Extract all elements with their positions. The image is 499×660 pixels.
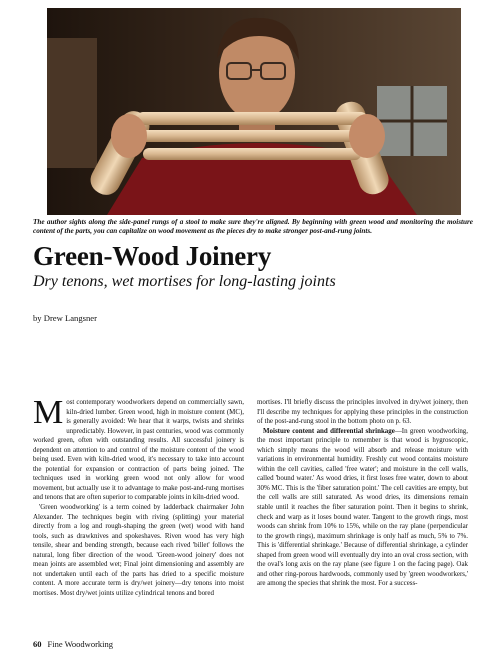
photo-of-woodworker-holding-stool-side-panel [47, 8, 461, 215]
paragraph: 'Green woodworking' is a term coined by ladderback chairmaker John Alexander. The techniques begin with riving (splitting) your material directly from a log and rough-shaping the green (wet) wood with hand tools, such as drawknives and spokeshaves. Riven wood has very high tensile, shear and bending strength, because each rived 'billet' follows the natural, long fiber direction of the wood. 'Green-wood joinery' does not mean joints are assembled wet; Final joint dimensioning and assembly are not undertaken until each of the parts has dried to a specific moisture content. A more accurate term is dry/wet joinery—dry tenons into moist mortises. Most dry/wet joints utilize cylindrical tenons and bored [33, 503, 244, 597]
paragraph-text: —In green woodworking, the most important principle to remember is that wood is hygroscopic, which simply means the wood will absorb and release moisture with variations in environmental humidity. Freshly cut wood contains moisture within the cell cavities, called 'free water'; and moisture in the cell walls, called 'bound water.' As wood dries, it first loses free water, down to about 30% MC. This is the 'fiber saturation point.' The cell cavities are empty, but the cell walls are still saturated. As wood dries, its dimensions remain stable until it reaches the fiber saturation point. Then it begins to shrink, check and warp as it loses bound water. Tangent to the growth rings, most woods can shrink from 10% to 15%, while on the ray plane (perpendicular to the growth rings), maximum shrinkage is only half as much, 5% to 7%. This is 'differential shrinkage.' Because of differential shrinkage, a cylinder shaped from green wood will eventually dry into an oval cross section, with the oval's long axis on the ray plane (see figure 1 on the facing page). Oak and other ring-porous hardwoods, commonly used by 'green woodworkers,' are among the species that shrink the most. For a success- [257, 426, 468, 588]
paragraph-with-heading [257, 427, 468, 589]
lead-photo [47, 8, 461, 215]
paragraph: mortises. I'll briefly discuss the principles involved in dry/wet joinery, then I'll describe my techniques for applying these principles in the construction of the post-and-rung stool in the bottom photo on p. 63. [257, 398, 468, 426]
article-subtitle: Dry tenons, wet mortises for long-lasting joints [33, 273, 336, 290]
publication-name: Fine Woodworking [47, 639, 114, 649]
paragraph-intro [33, 394, 244, 503]
byline: by Drew Langsner [33, 313, 97, 323]
drop-cap: M [33, 394, 64, 431]
section-heading: Moisture content and differential shrinkage [263, 426, 395, 435]
article-title: Green-Wood Joinery [33, 241, 272, 271]
photo-caption: The author sights along the side-panel rungs of a stool to make sure they're aligned. By beginning with green wood and monitoring the moisture content of the parts, you can capitalize on wood movement as the pieces dry to make stronger post-and-rung joints. [33, 218, 473, 235]
paragraph-text: ost contemporary woodworkers depend on commercially sawn, kiln-dried lumber. Green wood, high in moisture content (MC), is generally avoided: We hear that it warps, twists and shrinks unpredictably. However, in past centuries, wood was commonly worked green, often with outstanding results. All successful joinery is dependent on attention to and control of the moisture content of the wood being used. Even with kiln-dried wood, it's necessary to take into account the potential for expansion or contraction of parts being joined. The techniques used in working green wood not only allow for wood movement, but actually use it to advantage to make post-and-rung mortises and tenons that are often superior to comparable joints in kiln-dried wood. [33, 398, 244, 502]
page-footer [33, 638, 113, 650]
body-column-right [257, 398, 468, 589]
page-number: 60 [33, 639, 42, 649]
body-column-left [33, 394, 244, 598]
